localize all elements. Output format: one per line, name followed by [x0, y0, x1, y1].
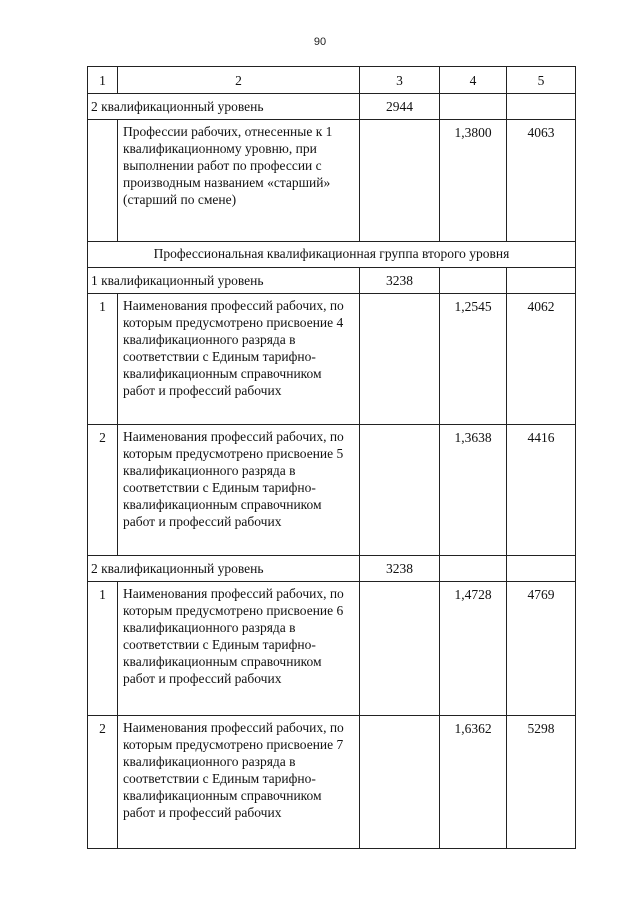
coefficient: 1,6362 [440, 716, 507, 849]
empty-cell [440, 556, 507, 582]
row-index [88, 120, 118, 242]
qualification-level-row [88, 94, 576, 120]
coefficient: 1,3638 [440, 425, 507, 556]
table-row [88, 582, 576, 716]
row-index: 2 [88, 425, 118, 556]
empty-cell [507, 556, 576, 582]
empty-cell [360, 120, 440, 242]
header-col-4: 4 [440, 67, 507, 94]
header-row [88, 67, 576, 94]
header-col-1: 1 [88, 67, 118, 94]
coefficient: 1,2545 [440, 294, 507, 425]
empty-cell [440, 268, 507, 294]
page-number: 90 [313, 36, 327, 48]
coefficient: 1,3800 [440, 120, 507, 242]
row-index: 2 [88, 716, 118, 849]
group-header-row [88, 242, 576, 268]
header-col-3: 3 [360, 67, 440, 94]
salary: 5298 [507, 716, 576, 849]
group-title: Профессиональная квалификационная группа второго уровня [88, 242, 576, 268]
empty-cell [507, 94, 576, 120]
header-col-2: 2 [118, 67, 360, 94]
empty-cell [360, 716, 440, 849]
level-label: 2 квалификационный уровень [88, 556, 360, 582]
salary: 4063 [507, 120, 576, 242]
level-label: 1 квалификационный уровень [88, 268, 360, 294]
profession-description: Наименования профессий рабочих, по которым предусмотрено присвоение 5 квалификационного разряда в соответствии с Единым тарифно-квалификационным справочником работ и профессий рабочих [118, 425, 360, 556]
header-col-5: 5 [507, 67, 576, 94]
empty-cell [507, 268, 576, 294]
coefficient: 1,4728 [440, 582, 507, 716]
empty-cell [440, 94, 507, 120]
qualification-level-row [88, 556, 576, 582]
salary: 4416 [507, 425, 576, 556]
salary: 4769 [507, 582, 576, 716]
profession-description: Наименования профессий рабочих, по которым предусмотрено присвоение 4 квалификационного разряда в соответствии с Единым тарифно-квалификационным справочником работ и профессий рабочих [118, 294, 360, 425]
empty-cell [360, 425, 440, 556]
table-row [88, 425, 576, 556]
row-index: 1 [88, 582, 118, 716]
profession-description: Наименования профессий рабочих, по которым предусмотрено присвоение 6 квалификационного разряда в соответствии с Единым тарифно-квалификационным справочником работ и профессий рабочих [118, 582, 360, 716]
profession-description: Профессии рабочих, отнесенные к 1 квалификационному уровню, при выполнении работ по профессии с производным названием «старший» (старший по смене) [118, 120, 360, 242]
profession-description: Наименования профессий рабочих, по которым предусмотрено присвоение 7 квалификационного разряда в соответствии с Единым тарифно-квалификационным справочником работ и профессий рабочих [118, 716, 360, 849]
empty-cell [360, 582, 440, 716]
table-row [88, 294, 576, 425]
salary: 4062 [507, 294, 576, 425]
base-salary: 3238 [360, 268, 440, 294]
row-index: 1 [88, 294, 118, 425]
qualification-level-row [88, 268, 576, 294]
base-salary: 2944 [360, 94, 440, 120]
empty-cell [360, 294, 440, 425]
table-row [88, 716, 576, 849]
base-salary: 3238 [360, 556, 440, 582]
table-row [88, 120, 576, 242]
level-label: 2 квалификационный уровень [88, 94, 360, 120]
qualification-table [87, 66, 576, 849]
